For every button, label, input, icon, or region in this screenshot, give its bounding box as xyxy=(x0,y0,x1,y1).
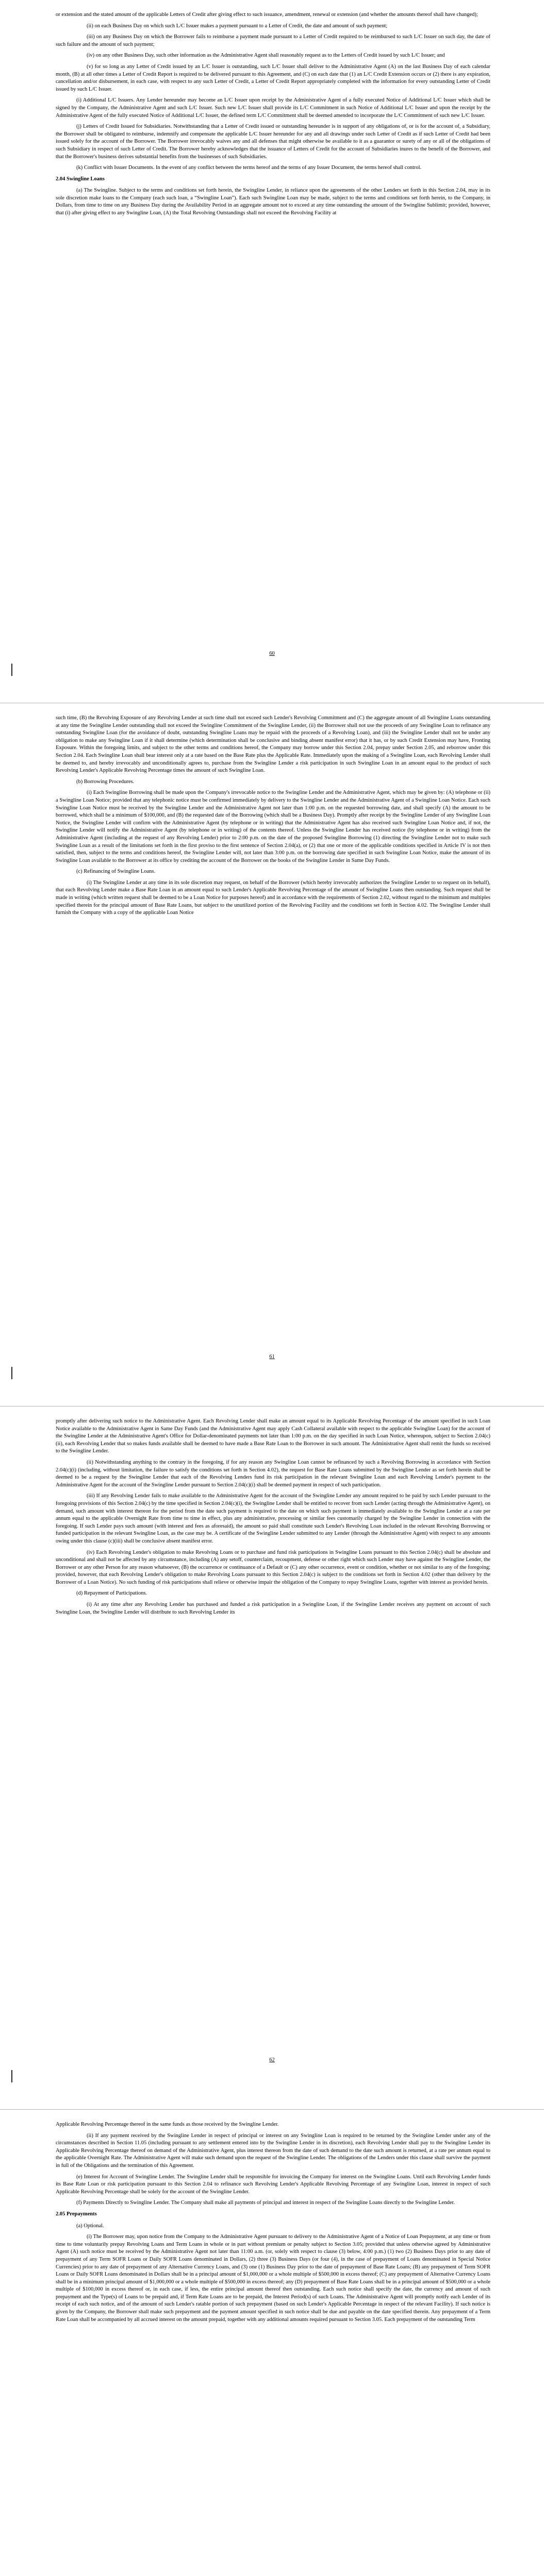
paragraph: (a) The Swingline. Subject to the terms and conditions set forth herein, the Swingline Lender, in reliance upon the agreements of the other Lenders set forth in this Section 2.04, may in its sole discretion make loans to the Company (each such loan, a “Swingline Loan”). Each such Swingline Loan may be made, subject to the terms and conditions set forth herein, to the Company, in Dollars, from time to time on any Business Day during the Availability Period in an aggregate amount not to exceed at any time outstanding the amount of the Swingline Sublimit; provided, however, that (i) after giving effect to any Swingline Loan, (A) the Total Revolving Outstandings shall not exceed the Revolving Facility at xyxy=(56,188,490,216)
paragraph: (ii) on each Business Day on which such L/C Issuer makes a payment pursuant to a Letter of Credit, the date and amount of such payment; xyxy=(87,23,388,29)
paragraph: (i) Additional L/C Issuers. Any Lender hereunder may become an L/C Issuer upon receipt by the Administrative Agent of a fully executed Notice of Additional L/C Issuer which shall be signed by the Company, the Administrative Agent and such L/C Issuer. Such new L/C Issuer shall provide its L/C Commitment in such Notice of Additional L/C Issuer and upon the receipt by the Administrative Agent of the fully executed Notice of Additional L/C Issuer, the defined term L/C Commitment shall be deemed amended to incorporate the L/C Commitment of such new L/C Issuer. xyxy=(56,97,490,118)
page-body xyxy=(56,715,490,921)
page-number: 60 xyxy=(269,651,275,656)
paragraph: promptly after delivering such notice to the Administrative Agent. Each Revolving Lender shall make an amount equal to its Applicable Revolving Percentage of the amount specified in such Loan Notice available to the Administrative Agent in Same Day Funds (and the Administrative Agent may apply Cash Collateral available with respect to the applicable Swingline Loan) for the account of the Swingline Lender at the Administrative Agent's Office for Dollar-denominated payments not later than 1:00 p.m. on the day specified in such Loan Notice, whereupon, subject to Section 2.04(c)(ii), each Revolving Lender that so makes funds available shall be deemed to have made a Base Rate Loan to the Borrower in such amount. The Administrative Agent shall remit the funds so received to the Swingline Lender. xyxy=(56,1418,490,1454)
paragraph: or extension and the stated amount of the applicable Letters of Credit after giving effect to such issuance, amendment, renewal or extension (and whether the amounts thereof shall have changed); xyxy=(56,12,478,18)
paragraph: (i) The Borrower may, upon notice from the Company to the Administrative Agent pursuant to delivery to the Administrative Agent of a Notice of Loan Prepayment, at any time or from time to time voluntarily prepay Revolving Loans and Term Loans in whole or in part without premium or penalty subject to Section 3.05; provided that unless otherwise agreed by Administrative Agent (A) such notice must be received by the Administrative Agent not later than 11:00 a.m. (or, solely with respect to clause (3) below, 4:00 p.m.) (1) two (2) Business Days prior to any date of prepayment of any Term SOFR Loans or Daily SOFR Loans denominated in Dollars, (2) three (3) Business Days (or four (4), in the case of prepayment of Loans denominated in Special Notice Currencies) prior to any date of prepayment of any Alternative Currency Loans, and (3) one (1) Business Day prior to the date of prepayment of Base Rate Loans; (B) any prepayment of Term SOFR Loans or Daily SOFR Loans denominated in Dollars shall be in a principal amount of $1,000,000 or a whole multiple of $500,000 in excess thereof; (C) any prepayment of Alternative Currency Loans shall be in a minimum principal amount of $1,000,000 or a whole multiple of $500,000 in excess thereof; any (D) prepayment of Base Rate Loans shall be in a principal amount of $500,000 or a whole multiple of $100,000 in excess thereof or, in each case, if less, the entire principal amount thereof then outstanding. Each such notice shall specify the date, the currency and amount of such prepayment and the Type(s) of Loans to be prepaid and, if Term Rate Loans are to be prepaid, the Interest Period(s) of such Loans. The Administrative Agent will promptly notify each Lender of its receipt of each such notice, and of the amount of such Lender's ratable portion of such prepayment (based on such Lender's Applicable Percentage in respect of the relevant Facility). If such notice is given by the Company, the Borrower shall make such prepayment and the payment amount specified in such notice shall be due and payable on the date specified therein. Any prepayment of a Term Rate Loan shall be accompanied by all accrued interest on the amount prepaid, together with any additional amounts required pursuant to Section 3.05. Each prepayment of the outstanding Term xyxy=(56,2234,490,2323)
page-body xyxy=(56,11,490,221)
page-body xyxy=(56,1418,490,1620)
margin-mark xyxy=(11,664,12,676)
paragraph: (ii) If any payment received by the Swingline Lender in respect of principal or interest on any Swingline Loan is required to be returned by the Swingline Lender under any of the circumstances described in Section 11.05 (including pursuant to any settlement entered into by the Swingline Lender in its discretion), each Revolving Lender shall pay to the Swingline Lender its Applicable Revolving Percentage thereof on demand of the Administrative Agent, plus interest thereon from the date of such demand to the date such amount is returned, at a rate per annum equal to the applicable Overnight Rate. The Administrative Agent will make such demand upon the request of the Swingline Lender. The obligations of the Lenders under this clause shall survive the payment in full of the Obligations and the termination of this Agreement. xyxy=(56,2132,490,2168)
subsection-heading: (a) Optional. xyxy=(76,2223,104,2229)
page-body xyxy=(56,2121,490,2327)
margin-mark xyxy=(11,1367,12,1379)
paragraph: (ii) Notwithstanding anything to the contrary in the foregoing, if for any reason any Swingline Loan cannot be refinanced by such a Revolving Borrowing in accordance with Section 2.04(c)(i) (including, without limitation, the failure to satisfy the conditions set forth in Section 4.02), the request for Base Rate Loans submitted by the Swingline Lender as set forth herein shall be deemed to be a request by the Swingline Lender that each of the Revolving Lenders fund its risk participation in the relevant Swingline Loan and each Revolving Lender's payment to the Administrative Agent for the account of the Swingline Lender pursuant to Section 2.04(c)(i) shall be deemed payment in respect of such participation. xyxy=(56,1459,490,1488)
section-heading: 2.05 Prepayments xyxy=(56,2211,97,2217)
subsection-heading: (b) Borrowing Procedures. xyxy=(76,778,135,785)
paragraph: (e) Interest for Account of Swingline Lender. The Swingline Lender shall be responsible for invoicing the Company for interest on the Swingline Loans. Until each Revolving Lender funds its Base Rate Loan or risk participation pursuant to this Section 2.04 to refinance such Revolving Lender's Applicable Revolving Percentage of any Swingline Loan, interest in respect of such Applicable Revolving Percentage shall be solely for the account of the Swingline Lender. xyxy=(56,2174,490,2195)
subsection-heading: (d) Repayment of Participations. xyxy=(76,1590,147,1597)
paragraph: (i) Each Swingline Borrowing shall be made upon the Company's irrevocable notice to the Swingline Lender and the Administrative Agent, which may be given by: (A) telephone or (ii) a Swingline Loan Notice; provided that any telephonic notice must be confirmed immediately by delivery to the Swingline Lender and the Administrative Agent of a Swingline Loan Notice. Each such Swingline Loan Notice must be received by the Swingline Lender and the Administrative Agent not later than 1:00 p.m. on the requested borrowing date, and shall specify (A) the amount to be borrowed, which shall be a minimum of $100,000, and (B) the requested date of the Borrowing (which shall be a Business Day). Promptly after receipt by the Swingline Lender of any Swingline Loan Notice, the Swingline Lender will confirm with the Administrative Agent (by telephone or in writing) that the Administrative Agent has also received such Swingline Loan Notice and, if not, the Swingline Lender will notify the Administrative Agent (by telephone or in writing) of the contents thereof. Unless the Swingline Lender has received notice (by telephone or in writing) from the Administrative Agent (including at the request of any Revolving Lender) prior to 2:00 p.m. on the date of the proposed Swingline Borrowing (1) directing the Swingline Lender not to make such Swingline Loan as a result of the limitations set forth in the first proviso to the first sentence of Section 2.04(a), or (2) that one or more of the applicable conditions specified in Article IV is not then satisfied, then, subject to the terms and conditions hereof, the Swingline Lender will, not later than 3:00 p.m. on the borrowing date specified in such Swingline Loan Notice, make the amount of its Swingline Loan available to the Borrower at its office by crediting the account of the Borrower on the books of the Swingline Lender in Same Day Funds. xyxy=(56,790,490,863)
page-number: 61 xyxy=(269,1354,275,1360)
paragraph: (k) Conflict with Issuer Documents. In the event of any conflict between the terms hereof and the terms of any Issuer Document, the terms hereof shall control. xyxy=(76,165,422,171)
paragraph: (i) The Swingline Lender at any time in its sole discretion may request, on behalf of the Borrower (which hereby irrevocably authorizes the Swingline Lender to so request on its behalf), that each Revolving Lender make a Base Rate Loan in an amount equal to such Lender's Applicable Revolving Percentage of the amount of Swingline Loans then outstanding. Such request shall be made in writing (which written request shall be deemed to be a Loan Notice for purposes hereof) and in accordance with the requirements of Section 2.02, without regard to the minimum and multiples specified therein for the principal amount of Base Rate Loans, but subject to the unutilized portion of the Revolving Facility and the conditions set forth in Section 4.02. The Swingline Lender shall furnish the Company with a copy of the applicable Loan Notice xyxy=(56,879,490,916)
paragraph: (iv) Each Revolving Lender's obligation to make Revolving Loans or to purchase and fund risk participations in Swingline Loans pursuant to this Section 2.04(c) shall be absolute and unconditional and shall not be affected by any circumstance, including (A) any setoff, counterclaim, recoupment, defense or other right which such Lender may have against the Swingline Lender, the Borrower or any other Person for any reason whatsoever, (B) the occurrence or continuance of a Default or (C) any other occurrence, event or condition, whether or not similar to any of the foregoing; provided, however, that each Revolving Lender's obligation to make Revolving Loans pursuant to this Section 2.04(c) is subject to the conditions set forth in Section 4.02 (other than delivery by the Borrower of a Loan Notice). No such funding of risk participations shall relieve or otherwise impair the obligation of the Company to repay Swingline Loans, together with interest as provided herein. xyxy=(56,1549,490,1585)
document-page xyxy=(0,703,544,1406)
document-page xyxy=(0,1406,544,2110)
document-page xyxy=(0,2110,544,2576)
paragraph: (iii) on any Business Day on which the Borrower fails to reimburse a payment made pursuant to a Letter of Credit required to be reimbursed to such L/C Issuer on such day, the date of such failure and the amount of such payment; xyxy=(56,34,490,47)
margin-mark xyxy=(11,2070,12,2082)
paragraph: Applicable Revolving Percentage thereof in the same funds as those received by the Swingline Lender. xyxy=(56,2122,279,2127)
paragraph: such time, (B) the Revolving Exposure of any Revolving Lender at such time shall not exceed such Lender's Revolving Commitment and (C) the aggregate amount of all Swingline Loans outstanding at any time the Swingline Lender outstanding shall not exceed the Swingline Commitment of the Swingline Lender, (ii) the Borrower shall not use the proceeds of any Swingline Loan to refinance any outstanding Swingline Loan (for the avoidance of doubt, outstanding Swingline Loans may be repaid with the proceeds of a Revolving Loan), and (iii) the Swingline Lender shall not be under any obligation to make any Swingline Loan if it shall determine (which determination shall be conclusive and binding absent manifest error) that it has, or by such Credit Extension may have, Fronting Exposure. Within the foregoing limits, and subject to the other terms and conditions hereof, the Company may borrow under this Section 2.04, prepay under Section 2.05, and reborrow under this Section 2.04. Each Swingline Loan shall bear interest only at a rate based on the Base Rate plus the Applicable Rate. Immediately upon the making of a Swingline Loan, each Revolving Lender shall be deemed to, and hereby irrevocably and unconditionally agrees to, purchase from the Swingline Lender a risk participation in such Swingline Loan in an amount equal to the product of such Revolving Lender's Applicable Revolving Percentage times the amount of such Swingline Loan. xyxy=(56,715,490,774)
paragraph: (f) Payments Directly to Swingline Lender. The Company shall make all payments of principal and interest in respect of the Swingline Loans directly to the Swingline Lender. xyxy=(76,2200,455,2206)
subsection-heading: (c) Refinancing of Swingline Loans. xyxy=(76,869,156,875)
paragraph: (i) At any time after any Revolving Lender has purchased and funded a risk participation in a Swingline Loan, if the Swingline Lender receives any payment on account of such Swingline Loan, the Swingline Lender will distribute to such Revolving Lender its xyxy=(56,1602,490,1615)
page-number: 62 xyxy=(269,2057,275,2063)
paragraph: (iii) If any Revolving Lender fails to make available to the Administrative Agent for the account of the Swingline Lender any amount required to be paid by such Lender pursuant to the foregoing provisions of this Section 2.04(c) by the time specified in Section 2.04(c)(i), the Swingline Lender shall be entitled to recover from such Lender (acting through the Administrative Agent), on demand, such amount with interest thereon for the period from the date such payment is required to the date on which such payment is immediately available to the Swingline Lender at a rate per annum equal to the applicable Overnight Rate from time to time in effect, plus any administrative, processing or similar fees customarily charged by the Swingline Lender in connection with the foregoing. If such Lender pays such amount (with interest and fees as aforesaid), the amount so paid shall constitute such Lender's Revolving Loan included in the relevant Revolving Borrowing or funded participation in the relevant Swingline Loan, as the case may be. A certificate of the Swingline Lender submitted to any Lender (through the Administrative Agent) with respect to any amounts owing under this clause (c)(iii) shall be conclusive absent manifest error. xyxy=(56,1493,490,1544)
paragraph: (j) Letters of Credit Issued for Subsidiaries. Notwithstanding that a Letter of Credit issued or outstanding hereunder is in support of any obligations of, or is for the account of, a Subsidiary, the Borrower shall be obligated to reimburse, indemnify and compensate the applicable L/C Issuer hereunder for any and all drawings under such Letter of Credit as if such Letter of Credit had been issued solely for the account of the Borrower. The Borrower irrevocably waives any and all defenses that might otherwise be available to it as a guarantor or surety of any or all of the obligations of such Subsidiary in respect of such Letter of Credit. The Borrower hereby acknowledges that the issuance of Letters of Credit for the account of Subsidiaries inures to the benefit of the Borrower, and that the Borrower's business derives substantial benefits from the businesses of such Subsidiaries. xyxy=(56,124,490,160)
document-page xyxy=(0,0,544,703)
paragraph: (iv) on any other Business Day, such other information as the Administrative Agent shall reasonably request as to the Letters of Credit issued by such L/C Issuer; and xyxy=(87,53,445,59)
paragraph: (v) for so long as any Letter of Credit issued by an L/C Issuer is outstanding, such L/C Issuer shall deliver to the Administrative Agent (A) on the last Business Day of each calendar month, (B) at all other times a Letter of Credit Report is required to be delivered pursuant to this Agreement, and (C) on each date that (1) an L/C Credit Extension occurs or (2) there is any expiration, cancellation and/or disbursement, in each case, with respect to any such Letter of Credit, a Letter of Credit Report appropriately completed with the information for every outstanding Letter of Credit issued by such L/C Issuer. xyxy=(56,63,490,92)
section-heading: 2.04 Swingline Loans xyxy=(56,176,105,182)
